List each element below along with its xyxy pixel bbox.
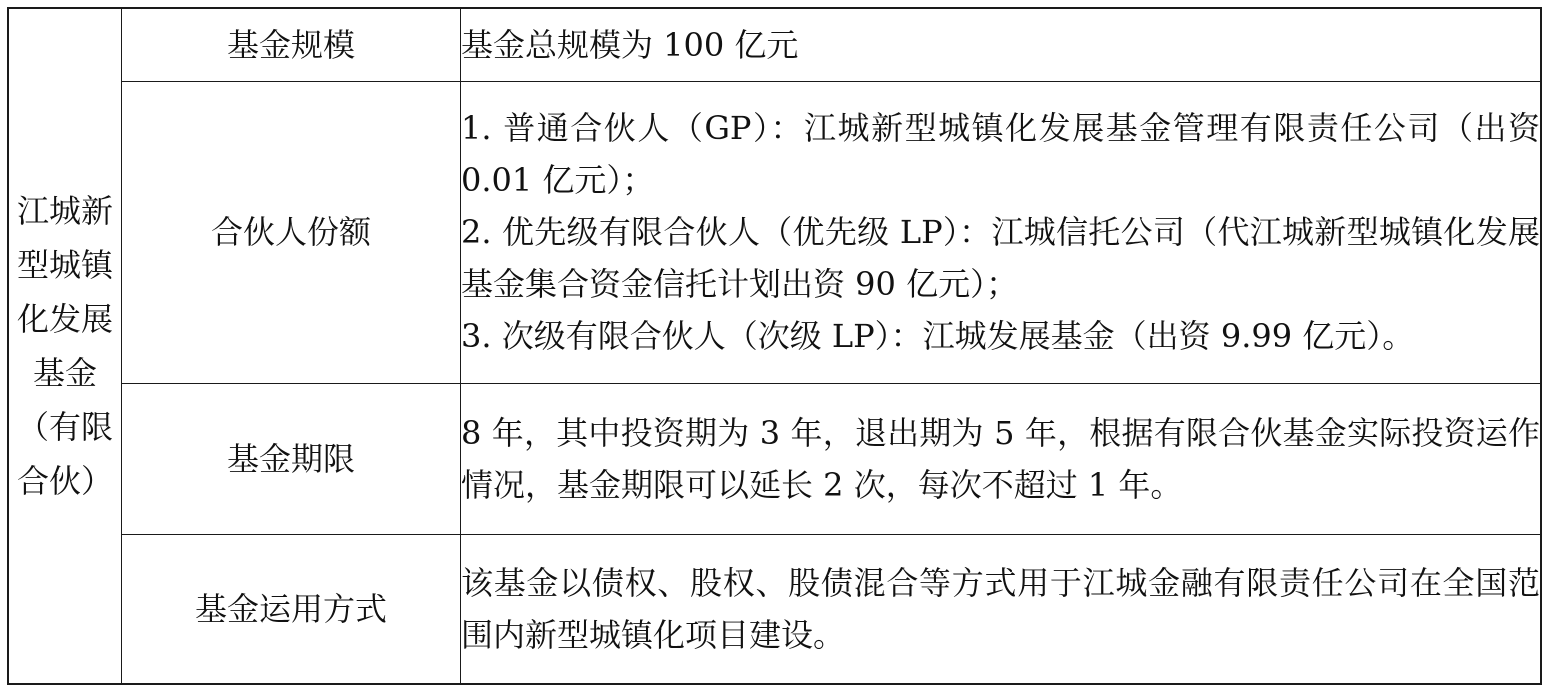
fund-info-table bbox=[7, 7, 1542, 685]
partner-junior-lp-item: 3. 次级有限合伙人（次级 LP）：江城发展基金（出资 9.99 亿元）。 bbox=[461, 317, 1415, 355]
table-row-fund-usage bbox=[8, 534, 1541, 684]
fund-scale-value bbox=[461, 8, 1542, 81]
table-row-partner-shares bbox=[8, 81, 1541, 383]
fund-entity-cell bbox=[8, 8, 122, 684]
partner-shares-value bbox=[461, 81, 1542, 383]
fund-usage-value bbox=[461, 534, 1542, 684]
fund-term-value bbox=[461, 383, 1542, 534]
table-row-fund-term bbox=[8, 383, 1541, 534]
fund-usage-label: 基金运用方式 bbox=[122, 534, 461, 684]
partner-senior-lp-item: 2. 优先级有限合伙人（优先级 LP）：江城信托公司（代江城新型城镇化发展基金集合资金信托计划出资 90 亿元）； bbox=[461, 213, 1540, 303]
fund-scale-text: 基金总规模为 100 亿元 bbox=[461, 25, 799, 64]
fund-usage-text: 该基金以债权、股权、股债混合等方式用于江城金融有限责任公司在全国范围内新型城镇化项目建设。 bbox=[461, 563, 1540, 654]
fund-term-text: 8 年，其中投资期为 3 年，退出期为 5 年，根据有限合伙基金实际投资运作情况，基金期限可以延长 2 次，每次不超过 1 年。 bbox=[461, 413, 1540, 504]
fund-entity-name: 江城新型城镇化发展基金（有限合伙） bbox=[16, 192, 113, 500]
partner-shares-label: 合伙人份额 bbox=[122, 81, 461, 383]
table-row-fund-scale bbox=[8, 8, 1541, 81]
fund-scale-label: 基金规模 bbox=[122, 8, 461, 81]
fund-term-label: 基金期限 bbox=[122, 383, 461, 534]
partner-gp-item: 1. 普通合伙人（GP）：江城新型城镇化发展基金管理有限责任公司（出资 0.01 亿元）； bbox=[461, 109, 1540, 199]
